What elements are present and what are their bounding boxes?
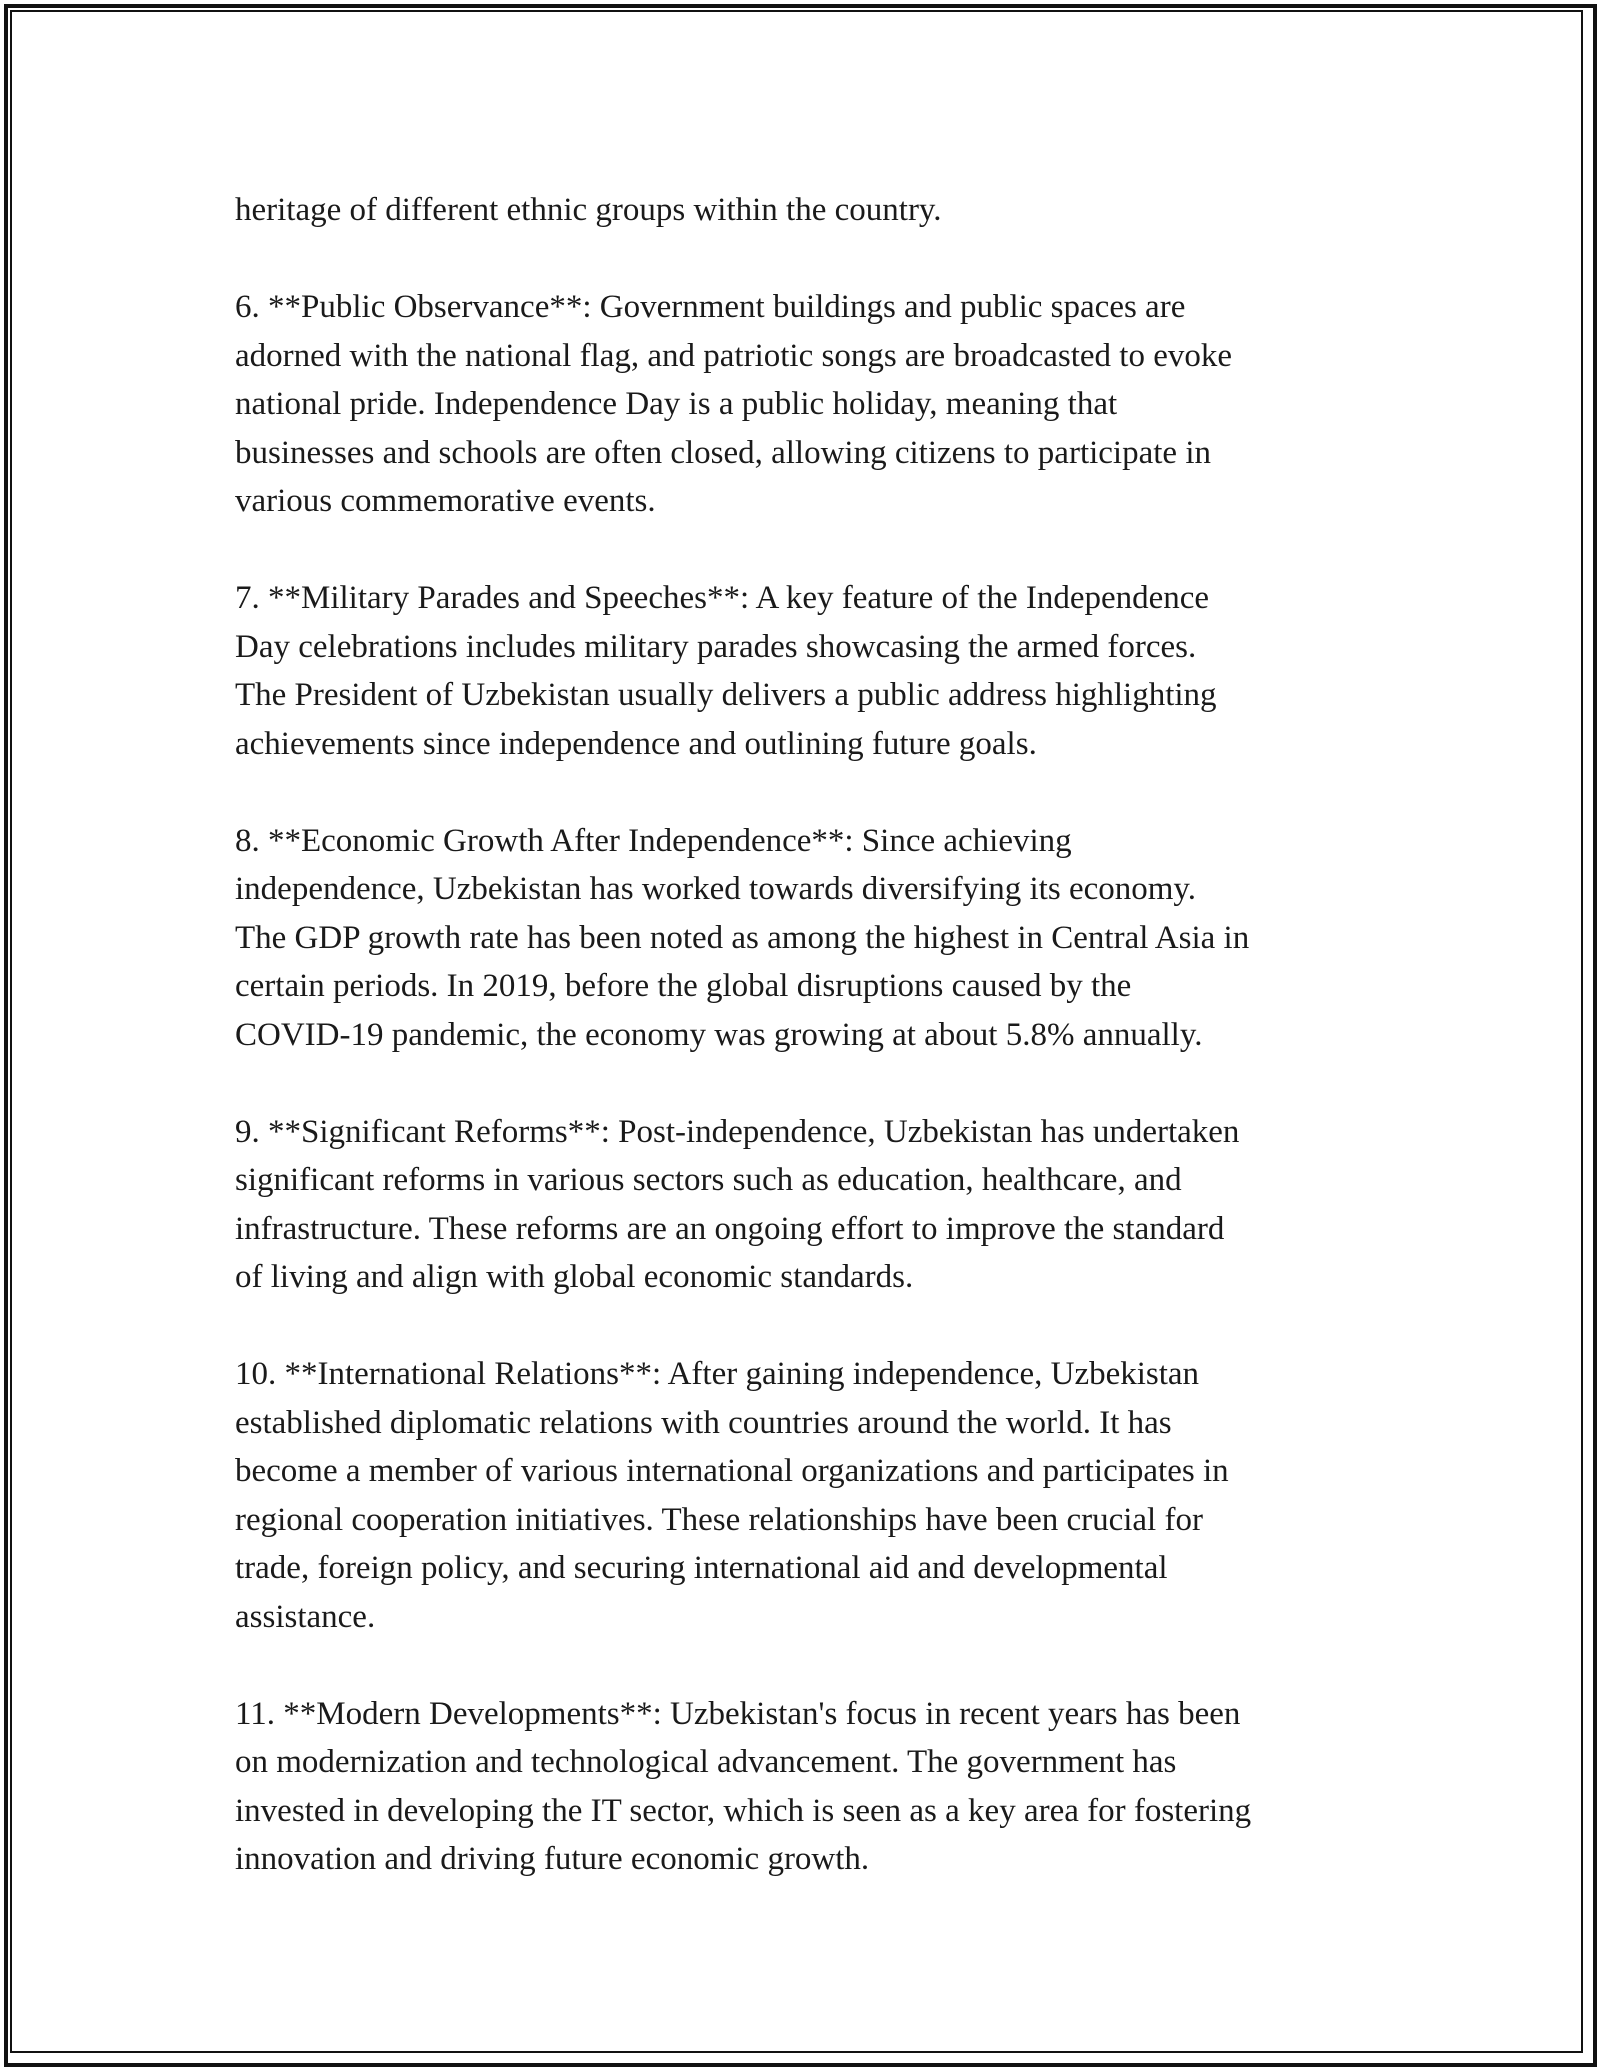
document-body	[235, 186, 1395, 1932]
paragraph-military-parades: 7. **Military Parades and Speeches**: A key feature of the Independence Day celebrations includes military parades showcasing the armed forces. The President of Uzbekistan usually delivers a public address highlighting achievements since independence and outlining future goals.	[235, 580, 1217, 762]
paragraph-international-relations: 10. **International Relations**: After gaining independence, Uzbekistan established diplomatic relations with countries around the world. It has become a member of various international organizations and participates in regional cooperation initiatives. These relationships have been crucial for trade, foreign policy, and securing international aid and developmental assistance.	[235, 1356, 1229, 1635]
paragraph-heritage-continuation: heritage of different ethnic groups within the country.	[235, 192, 942, 228]
paragraph-significant-reforms: 9. **Significant Reforms**: Post-independence, Uzbekistan has undertaken significant reforms in various sectors such as education, healthcare, and infrastructure. These reforms are an ongoing effort to improve the standard of living and align with global economic standards.	[235, 1113, 1240, 1295]
paragraph-public-observance: 6. **Public Observance**: Government buildings and public spaces are adorned with the national flag, and patriotic songs are broadcasted to evoke national pride. Independence Day is a public holiday, meaning that businesses and schools are often closed, allowing citizens to participate in various commemorative events.	[235, 289, 1232, 519]
paragraph-modern-developments: 11. **Modern Developments**: Uzbekistan's focus in recent years has been on modernization and technological advancement. The government has invested in developing the IT sector, which is seen as a key area for fostering innovation and driving future economic growth.	[235, 1695, 1252, 1877]
paragraph-economic-growth: 8. **Economic Growth After Independence**: Since achieving independence, Uzbekistan has worked towards diversifying its economy. The GDP growth rate has been noted as among the highest in Central Asia in certain periods. In 2019, before the global disruptions caused by the COVID-19 pandemic, the economy was growing at about 5.8% annually.	[235, 822, 1250, 1053]
